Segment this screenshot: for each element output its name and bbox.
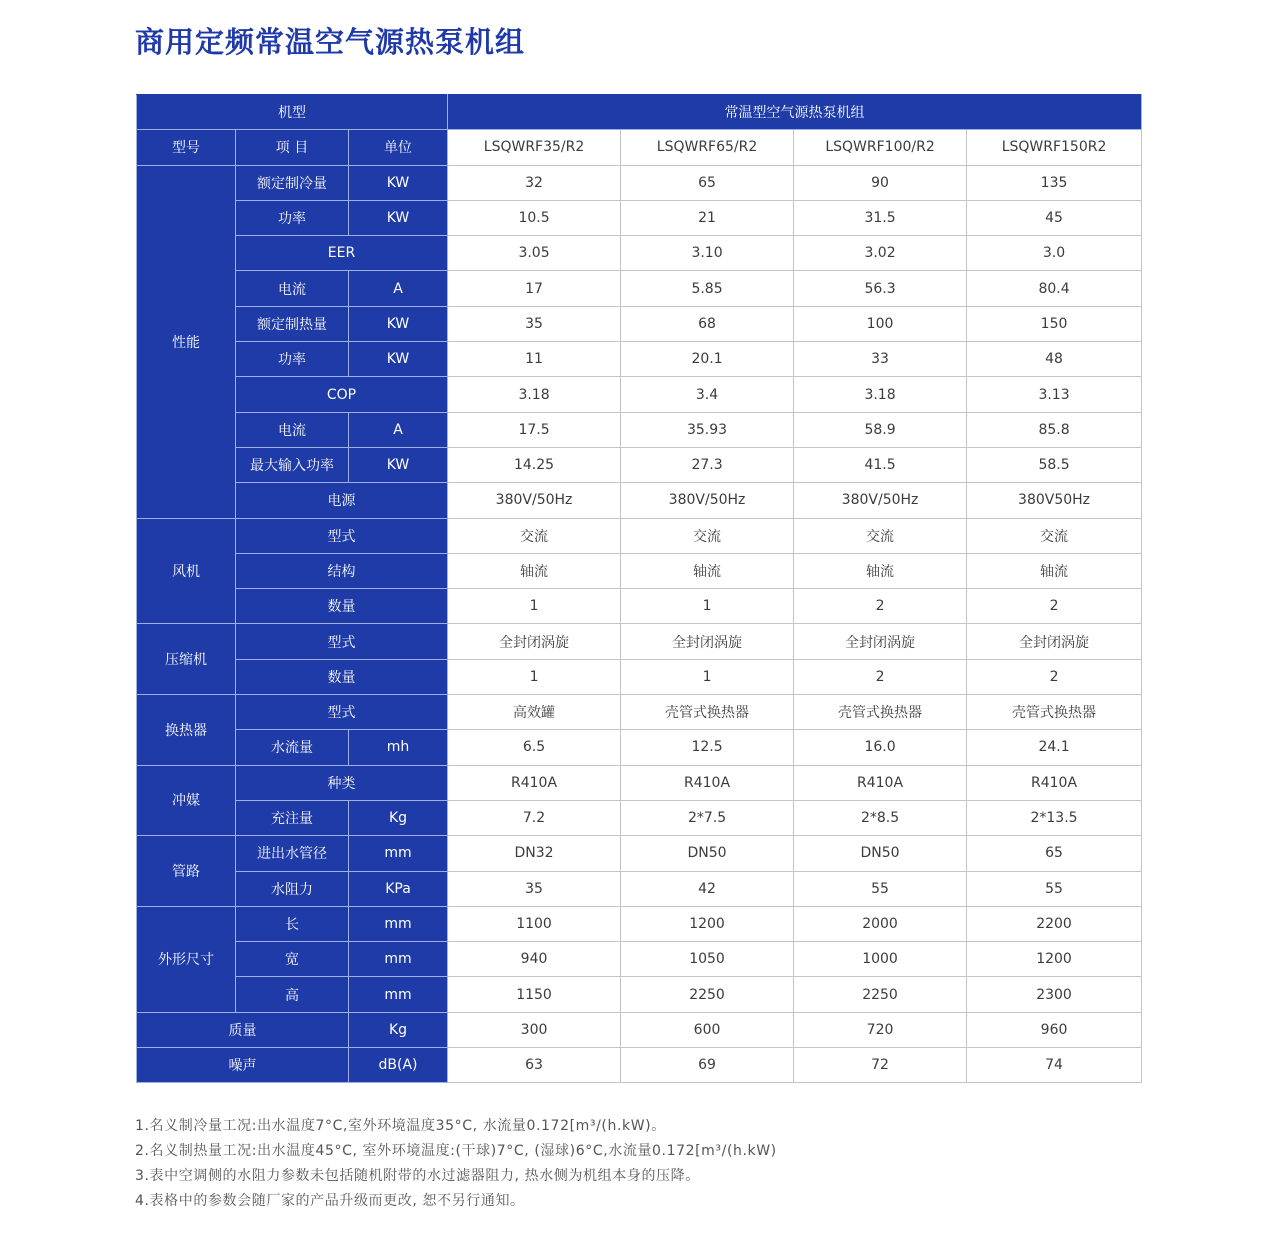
value-cell: 轴流 bbox=[794, 553, 967, 588]
table-row bbox=[137, 906, 1142, 941]
item-cell: EER bbox=[236, 236, 448, 271]
table-row bbox=[137, 518, 1142, 553]
value-cell: 32 bbox=[448, 165, 621, 200]
unit-cell: KW bbox=[349, 342, 448, 377]
table-row bbox=[137, 447, 1142, 482]
value-cell: 17.5 bbox=[448, 412, 621, 447]
table-row bbox=[137, 977, 1142, 1012]
item-cell: 数量 bbox=[236, 589, 448, 624]
value-cell: 74 bbox=[967, 1048, 1142, 1083]
table-row bbox=[137, 342, 1142, 377]
value-cell: 24.1 bbox=[967, 730, 1142, 765]
item-label: 项 目 bbox=[236, 130, 349, 165]
value-cell: 2*8.5 bbox=[794, 800, 967, 835]
unit-cell: A bbox=[349, 412, 448, 447]
table-row bbox=[137, 200, 1142, 235]
unit-cell: mm bbox=[349, 906, 448, 941]
value-cell: 5.85 bbox=[621, 271, 794, 306]
unit-group-header: 常温型空气源热泵机组 bbox=[448, 95, 1142, 130]
item-cell: 最大输入功率 bbox=[236, 447, 349, 482]
unit-cell: KW bbox=[349, 306, 448, 341]
page-title: 商用定频常温空气源热泵机组 bbox=[135, 25, 526, 59]
value-cell: 17 bbox=[448, 271, 621, 306]
table-row bbox=[137, 836, 1142, 871]
table-row bbox=[137, 306, 1142, 341]
value-cell: 380V/50Hz bbox=[448, 483, 621, 518]
machine-type-header: 机型 bbox=[137, 95, 448, 130]
value-cell: DN50 bbox=[794, 836, 967, 871]
value-cell: 380V50Hz bbox=[967, 483, 1142, 518]
table-row bbox=[137, 942, 1142, 977]
value-cell: 48 bbox=[967, 342, 1142, 377]
item-cell: 额定制热量 bbox=[236, 306, 349, 341]
unit-cell: KW bbox=[349, 200, 448, 235]
unit-label: 单位 bbox=[349, 130, 448, 165]
item-cell: 充注量 bbox=[236, 800, 349, 835]
value-cell: 69 bbox=[621, 1048, 794, 1083]
unit-cell: mm bbox=[349, 836, 448, 871]
value-cell: R410A bbox=[448, 765, 621, 800]
value-cell: 3.18 bbox=[794, 377, 967, 412]
value-cell: 960 bbox=[967, 1012, 1142, 1047]
value-cell: 交流 bbox=[967, 518, 1142, 553]
table-row bbox=[137, 165, 1142, 200]
value-cell: 72 bbox=[794, 1048, 967, 1083]
value-cell: 90 bbox=[794, 165, 967, 200]
value-cell: 2200 bbox=[967, 906, 1142, 941]
value-cell: 交流 bbox=[448, 518, 621, 553]
table-row bbox=[137, 765, 1142, 800]
value-cell: 壳管式换热器 bbox=[794, 695, 967, 730]
value-cell: 58.9 bbox=[794, 412, 967, 447]
table-row bbox=[137, 730, 1142, 765]
table-row bbox=[137, 271, 1142, 306]
note-3: 3.表中空调侧的水阻力参数未包括随机附带的水过滤器阻力, 热水侧为机组本身的压降。 bbox=[135, 1168, 700, 1184]
model-name: LSQWRF150R2 bbox=[967, 130, 1142, 165]
value-cell: 35.93 bbox=[621, 412, 794, 447]
value-cell: 3.0 bbox=[967, 236, 1142, 271]
item-cell: 种类 bbox=[236, 765, 448, 800]
item-cell: 型式 bbox=[236, 518, 448, 553]
unit-cell: mm bbox=[349, 942, 448, 977]
value-cell: 2250 bbox=[621, 977, 794, 1012]
value-cell: 1100 bbox=[448, 906, 621, 941]
item-cell: 型式 bbox=[236, 624, 448, 659]
model-name: LSQWRF35/R2 bbox=[448, 130, 621, 165]
table-row bbox=[137, 412, 1142, 447]
item-cell: 进出水管径 bbox=[236, 836, 349, 871]
item-cell: 功率 bbox=[236, 200, 349, 235]
value-cell: 27.3 bbox=[621, 447, 794, 482]
value-cell: R410A bbox=[621, 765, 794, 800]
unit-cell: KPa bbox=[349, 871, 448, 906]
value-cell: 2*7.5 bbox=[621, 800, 794, 835]
table-row bbox=[137, 589, 1142, 624]
value-cell: 轴流 bbox=[621, 553, 794, 588]
group-label-compressor: 压缩机 bbox=[137, 624, 236, 695]
value-cell: 380V/50Hz bbox=[794, 483, 967, 518]
table-row bbox=[137, 483, 1142, 518]
value-cell: 3.13 bbox=[967, 377, 1142, 412]
table-row bbox=[137, 553, 1142, 588]
unit-cell: A bbox=[349, 271, 448, 306]
note-4: 4.表格中的参数会随厂家的产品升级而更改, 恕不另行通知。 bbox=[135, 1193, 525, 1209]
item-cell: 水流量 bbox=[236, 730, 349, 765]
value-cell: 1050 bbox=[621, 942, 794, 977]
item-cell: 电流 bbox=[236, 412, 349, 447]
value-cell: 2000 bbox=[794, 906, 967, 941]
value-cell: 65 bbox=[621, 165, 794, 200]
unit-cell: KW bbox=[349, 447, 448, 482]
value-cell: 35 bbox=[448, 871, 621, 906]
value-cell: 交流 bbox=[621, 518, 794, 553]
value-cell: 45 bbox=[967, 200, 1142, 235]
value-cell: 600 bbox=[621, 1012, 794, 1047]
item-cell: 高 bbox=[236, 977, 349, 1012]
value-cell: 全封闭涡旋 bbox=[794, 624, 967, 659]
value-cell: 58.5 bbox=[967, 447, 1142, 482]
value-cell: 31.5 bbox=[794, 200, 967, 235]
spec-table bbox=[136, 94, 1142, 1083]
table-row bbox=[137, 695, 1142, 730]
value-cell: 33 bbox=[794, 342, 967, 377]
value-cell: R410A bbox=[967, 765, 1142, 800]
value-cell: 14.25 bbox=[448, 447, 621, 482]
value-cell: 壳管式换热器 bbox=[621, 695, 794, 730]
value-cell: 壳管式换热器 bbox=[967, 695, 1142, 730]
table-row bbox=[137, 377, 1142, 412]
value-cell: 轴流 bbox=[448, 553, 621, 588]
unit-cell: mm bbox=[349, 977, 448, 1012]
value-cell: 1 bbox=[448, 589, 621, 624]
item-cell: 宽 bbox=[236, 942, 349, 977]
table-row bbox=[137, 236, 1142, 271]
value-cell: 全封闭涡旋 bbox=[621, 624, 794, 659]
table-row bbox=[137, 95, 1142, 130]
value-cell: 轴流 bbox=[967, 553, 1142, 588]
item-cell: 额定制冷量 bbox=[236, 165, 349, 200]
value-cell: 2300 bbox=[967, 977, 1142, 1012]
item-cell: 长 bbox=[236, 906, 349, 941]
value-cell: 3.4 bbox=[621, 377, 794, 412]
value-cell: 高效罐 bbox=[448, 695, 621, 730]
note-1: 1.名义制冷量工况:出水温度7°C,室外环境温度35°C, 水流量0.172[m³/(h.kW)。 bbox=[135, 1118, 666, 1134]
unit-cell: dB(A) bbox=[349, 1048, 448, 1083]
group-label-heat-exchanger: 换热器 bbox=[137, 695, 236, 766]
value-cell: 3.05 bbox=[448, 236, 621, 271]
value-cell: 63 bbox=[448, 1048, 621, 1083]
group-label-refrigerant: 冲媒 bbox=[137, 765, 236, 836]
note-2: 2.名义制热量工况:出水温度45°C, 室外环境温度:(干球)7°C, (湿球)6°C,水流量0.172[m³/(h.kW) bbox=[135, 1143, 777, 1159]
table-row bbox=[137, 659, 1142, 694]
item-cell: 质量 bbox=[137, 1012, 349, 1047]
value-cell: 300 bbox=[448, 1012, 621, 1047]
unit-cell: Kg bbox=[349, 800, 448, 835]
value-cell: 20.1 bbox=[621, 342, 794, 377]
value-cell: 11 bbox=[448, 342, 621, 377]
value-cell: 全封闭涡旋 bbox=[967, 624, 1142, 659]
item-cell: 功率 bbox=[236, 342, 349, 377]
value-cell: DN32 bbox=[448, 836, 621, 871]
group-label-fan: 风机 bbox=[137, 518, 236, 624]
value-cell: 100 bbox=[794, 306, 967, 341]
item-cell: 水阻力 bbox=[236, 871, 349, 906]
value-cell: 1 bbox=[448, 659, 621, 694]
value-cell: 2250 bbox=[794, 977, 967, 1012]
value-cell: 68 bbox=[621, 306, 794, 341]
group-label-performance: 性能 bbox=[137, 165, 236, 518]
item-cell: 数量 bbox=[236, 659, 448, 694]
model-name: LSQWRF65/R2 bbox=[621, 130, 794, 165]
value-cell: 3.10 bbox=[621, 236, 794, 271]
table-row bbox=[137, 1048, 1142, 1083]
value-cell: 55 bbox=[967, 871, 1142, 906]
value-cell: 3.02 bbox=[794, 236, 967, 271]
table-row bbox=[137, 871, 1142, 906]
value-cell: 2 bbox=[967, 589, 1142, 624]
value-cell: 1000 bbox=[794, 942, 967, 977]
value-cell: 940 bbox=[448, 942, 621, 977]
value-cell: 1200 bbox=[967, 942, 1142, 977]
value-cell: 1150 bbox=[448, 977, 621, 1012]
group-label-dimensions: 外形尺寸 bbox=[137, 906, 236, 1012]
value-cell: 80.4 bbox=[967, 271, 1142, 306]
model-name: LSQWRF100/R2 bbox=[794, 130, 967, 165]
value-cell: 2*13.5 bbox=[967, 800, 1142, 835]
table-row bbox=[137, 624, 1142, 659]
value-cell: 56.3 bbox=[794, 271, 967, 306]
item-cell: COP bbox=[236, 377, 448, 412]
group-label-pipeline: 管路 bbox=[137, 836, 236, 907]
value-cell: 65 bbox=[967, 836, 1142, 871]
value-cell: 1 bbox=[621, 589, 794, 624]
value-cell: 6.5 bbox=[448, 730, 621, 765]
item-cell: 电源 bbox=[236, 483, 448, 518]
value-cell: R410A bbox=[794, 765, 967, 800]
value-cell: 2 bbox=[967, 659, 1142, 694]
value-cell: 3.18 bbox=[448, 377, 621, 412]
value-cell: 720 bbox=[794, 1012, 967, 1047]
value-cell: 2 bbox=[794, 589, 967, 624]
value-cell: 7.2 bbox=[448, 800, 621, 835]
value-cell: 1 bbox=[621, 659, 794, 694]
unit-cell: Kg bbox=[349, 1012, 448, 1047]
table-row bbox=[137, 130, 1142, 165]
value-cell: DN50 bbox=[621, 836, 794, 871]
value-cell: 150 bbox=[967, 306, 1142, 341]
value-cell: 全封闭涡旋 bbox=[448, 624, 621, 659]
value-cell: 380V/50Hz bbox=[621, 483, 794, 518]
value-cell: 35 bbox=[448, 306, 621, 341]
value-cell: 2 bbox=[794, 659, 967, 694]
value-cell: 21 bbox=[621, 200, 794, 235]
item-cell: 噪声 bbox=[137, 1048, 349, 1083]
value-cell: 1200 bbox=[621, 906, 794, 941]
value-cell: 交流 bbox=[794, 518, 967, 553]
value-cell: 10.5 bbox=[448, 200, 621, 235]
value-cell: 55 bbox=[794, 871, 967, 906]
value-cell: 42 bbox=[621, 871, 794, 906]
unit-cell: KW bbox=[349, 165, 448, 200]
notes bbox=[135, 1114, 777, 1214]
table-row bbox=[137, 800, 1142, 835]
unit-cell: mh bbox=[349, 730, 448, 765]
value-cell: 12.5 bbox=[621, 730, 794, 765]
value-cell: 135 bbox=[967, 165, 1142, 200]
model-label: 型号 bbox=[137, 130, 236, 165]
table-row bbox=[137, 1012, 1142, 1047]
value-cell: 41.5 bbox=[794, 447, 967, 482]
item-cell: 结构 bbox=[236, 553, 448, 588]
value-cell: 16.0 bbox=[794, 730, 967, 765]
value-cell: 85.8 bbox=[967, 412, 1142, 447]
item-cell: 电流 bbox=[236, 271, 349, 306]
item-cell: 型式 bbox=[236, 695, 448, 730]
